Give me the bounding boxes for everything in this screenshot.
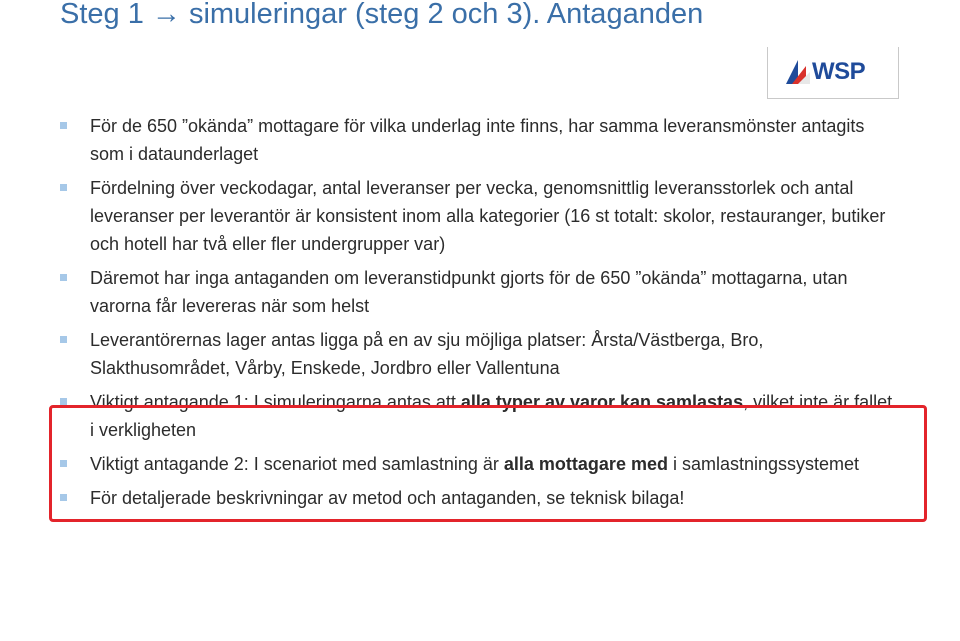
bullet-text: Fördelning över veckodagar, antal leveranser per vecka, genomsnittlig leveransstorlek och antal leveranser per leverantör är konsistent inom alla kategorier (16 st totalt: skolor, restauranger, butiker och hotell har två eller fler undergrupper var) [90,178,886,254]
square-bullet-icon [60,336,67,343]
bullet-text-bold: alla mottagare med [503,454,668,474]
bullet-item [60,112,900,168]
bullet-text: För detaljerade beskrivningar av metod och antaganden, se teknisk bilaga! [90,488,685,508]
bullet-text-post: i samlastningssystemet [667,454,860,474]
logo-frame [767,47,899,99]
bullet-text-bold: alla typer av varor kan samlastas [460,392,744,412]
bullet-text-pre: Viktigt antagande 1: I simuleringarna antas att [90,392,461,412]
bullet-text-post: , vilket inte är fallet i verkligheten [90,392,893,440]
logo-text: WSP [812,58,866,85]
square-bullet-icon [60,274,67,281]
square-bullet-icon [60,184,67,191]
bullet-text: För de 650 ”okända” mottagare för vilka underlag inte finns, har samma leveransmönster antagits som i dataunderlaget [90,116,865,164]
wsp-logo-icon [784,58,812,86]
bullet-text: Däremot har inga antaganden om leveranstidpunkt gjorts för de 650 ”okända” mottagarna, utan varorna får levereras när som helst [90,268,848,316]
bullet-item [60,174,900,258]
bullet-text: Leverantörernas lager antas ligga på en av sju möjliga platser: Årsta/Västberga, Bro, Slakthusområdet, Vårby, Enskede, Jordbro eller Vallentuna [90,330,764,378]
square-bullet-icon [60,398,67,405]
highlight-frame [49,405,927,522]
bullet-text-pre: Viktigt antagande 2: I scenariot med samlastning är [90,454,504,474]
slide-title: Steg 1 → simuleringar (steg 2 och 3). Antaganden [60,0,704,30]
bullet-item [60,326,900,382]
square-bullet-icon [60,122,67,129]
bullet-item [60,264,900,320]
